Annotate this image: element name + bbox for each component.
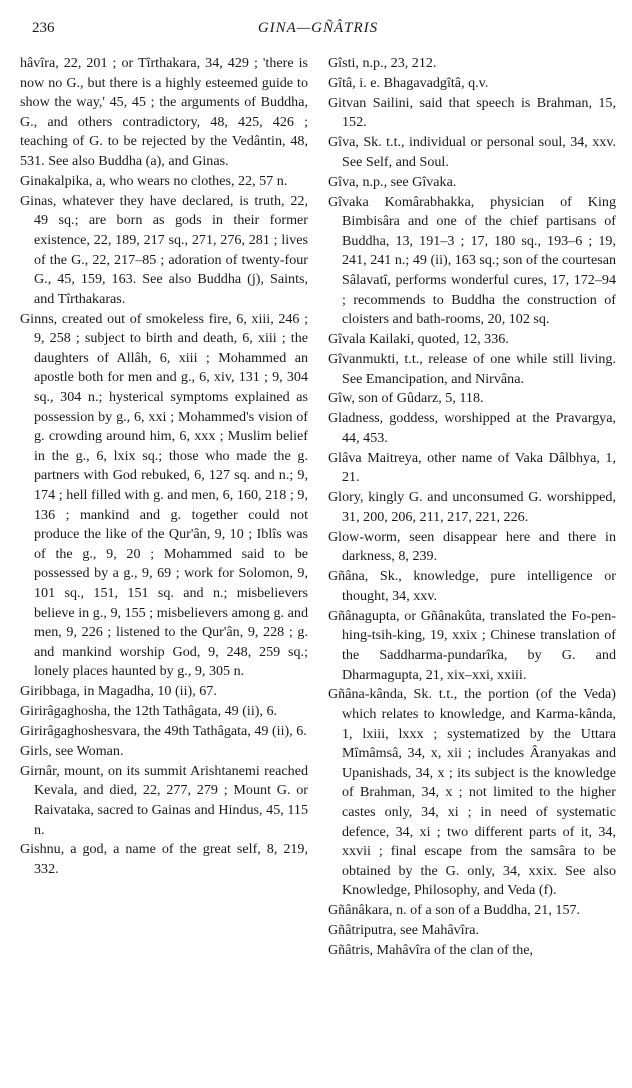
- index-entry: Gîtâ, i. e. Bhagavadgîtâ, q.v.: [328, 74, 489, 91]
- index-entry: Gñânâkara, n. of a son of a Buddha, 21, 157.: [328, 902, 581, 919]
- index-entry: Gladness, goddess, worshipped at the Pravargya, 44, 453.: [328, 410, 616, 446]
- index-entry: Gîvala Kailaki, quoted, 12, 336.: [328, 331, 509, 348]
- running-head: GINA—GÑÂTRIS: [257, 20, 379, 36]
- index-entry: Ginakalpika, a, who wears no clothes, 22, 57 n.: [20, 172, 288, 189]
- index-entry: Gishnu, a god, a name of the great self, 8, 219, 332.: [20, 841, 308, 878]
- index-entry: Girirâgaghosha, the 12th Tathâgata, 49 (ii), 6.: [20, 703, 278, 720]
- page-header: [20, 18, 616, 48]
- index-entry: Gîvaka Komârabhakka, physician of King Bimbisâra and one of the chief partisans of Buddha, 13, 191–3 ; 17, 180 sq., 193–6 ; 19, 241, 241 n.; 49 (ii), 163 sq.; son of the courtesan Sâlavatî, performs wonderful cures, 17, 172–94 ; recommends to Buddha the construction of cloisters and bath-rooms, 20, 102 sq.: [328, 193, 617, 328]
- index-entry: Gîva, Sk. t.t., individual or personal soul, 34, xxv. See Self, and Soul.: [328, 134, 616, 170]
- index-entry: Gîva, n.p., see Gîvaka.: [328, 173, 457, 190]
- index-entry: Girirâgaghoshesvara, the 49th Tathâgata, 49 (ii), 6.: [20, 722, 307, 739]
- index-entry: Ginas, whatever they have declared, is truth, 22, 49 sq.; are born as gods in their former existence, 22, 189, 217 sq., 271, 276, 281 ; lives of the G., 22, 217–85 ; adoration of twenty-four G., 45, 159, 163. See also Buddha (j), Saints, and Tîrthakaras.: [20, 192, 308, 307]
- index-entry: Gîsti, n.p., 23, 212.: [328, 55, 437, 71]
- index-entry: Gñânagupta, or Gñânakûta, translated the Fo-pen-hing-tsih-king, 19, xxix ; Chinese translation of the Saddharma-pundarîka, by G. and Dharmagupta, 21, xix–xxi, xxiii.: [328, 607, 616, 683]
- index-entry: Glâva Maitreya, other name of Vaka Dâlbhya, 1, 21.: [328, 449, 616, 486]
- index-entry: Gñâtris, Mahâvîra of the clan of the,: [328, 942, 534, 959]
- index-entry: Gîw, son of Gûdarz, 5, 118.: [328, 390, 484, 407]
- index-entry: Girnâr, mount, on its summit Arishtanemi reached Kevala, and died, 22, 277, 279 ; Mount G. or Raivataka, sacred to Gainas and Hindus, 45, 115 n.: [20, 762, 308, 838]
- index-entry: Gñâna-kânda, Sk. t.t., the portion (of the Veda) which relates to knowledge, and Karma-kânda, 1, lxiii, lxxx ; systematized by the Uttara Mîmâmsâ, 34, x, xii ; includes Âranyakas and Upanishads, 34, x ; its subject is the knowledge of Brahman, 34, x ; not limited to the higher castes only, 34, xi ; in need of systematic defence, 34, xi ; two different parts of it, 34, xxvii ; final escape from the samsâra to be obtained by the G. only, 34, xxix. See also Knowledge, Philosophy, and Veda (f).: [328, 686, 616, 899]
- index-entry: Glory, kingly G. and unconsumed G. worshipped, 31, 200, 206, 211, 217, 221, 226.: [328, 489, 616, 525]
- index-entry: Gñâna, Sk., knowledge, pure intelligence or thought, 34, xxv.: [328, 568, 616, 604]
- index-entry: Gñâtriputra, see Mahâvîra.: [328, 922, 480, 939]
- index-columns: [20, 54, 616, 961]
- index-entry: Ginns, created out of smokeless fire, 6, xiii, 246 ; 9, 258 ; subject to birth and death, 6, xiii ; the daughters of Allâh, 6, xiii ; Mohammed an apostle both for men and g., 6, xiv, 131 ; 9, 304 sq., 304 n.; hysterical symptoms explained as possession by g., 6, xxi ; Mohammed's vision of g. crowding around him, 6, xxx ; Muslim belief in the g., 6, lxix sq.; those who made the g. partners with God rebuked, 6, 127 sq. and n.; 9, 174 ; hell filled with g. and men, 6, 160, 218 ; 9, 136 ; mankind and g. together could not produce the like of the Qur'ân, 9, 10 ; Iblîs was of the g., 9, 20 ; Mohammed said to be possessed by a g., 9, 69 ; work for Solomon, 9, 101 sq., 151, 151 sq. and n.; misbelievers believe in g., 9, 155 ; misbelievers among g. and men, 9, 226 ; listened to the Qur'ân, 9, 228 ; g. and mankind worship God, 9, 248, 259 sq.; lonely places haunted by g., 9, 305 n.: [20, 310, 308, 680]
- right-column: [328, 54, 616, 961]
- index-entry: Gitvan Sailini, said that speech is Brahman, 15, 152.: [328, 94, 616, 131]
- page-number: 236: [32, 20, 55, 36]
- index-entry: Gîvanmukti, t.t., release of one while still living. See Emancipation, and Nirvâna.: [328, 350, 616, 387]
- index-entry: Girls, see Woman.: [20, 742, 124, 759]
- index-entry: Glow-worm, seen disappear here and there in darkness, 8, 239.: [328, 528, 616, 565]
- left-column: [20, 54, 308, 961]
- index-entry: hâvîra, 22, 201 ; or Tîrthakara, 34, 429 ; 'there is now no G., but there is a highly esteemed guide to show the way,' 45, 45 ; the arguments of Buddha, G., and others contradictory, 48, 425, 426 ; teaching of G. to be rejected by the Vedântin, 48, 531. See also Buddha (a), and Ginas.: [20, 55, 308, 169]
- index-entry: Giribbaga, in Magadha, 10 (ii), 67.: [20, 683, 217, 700]
